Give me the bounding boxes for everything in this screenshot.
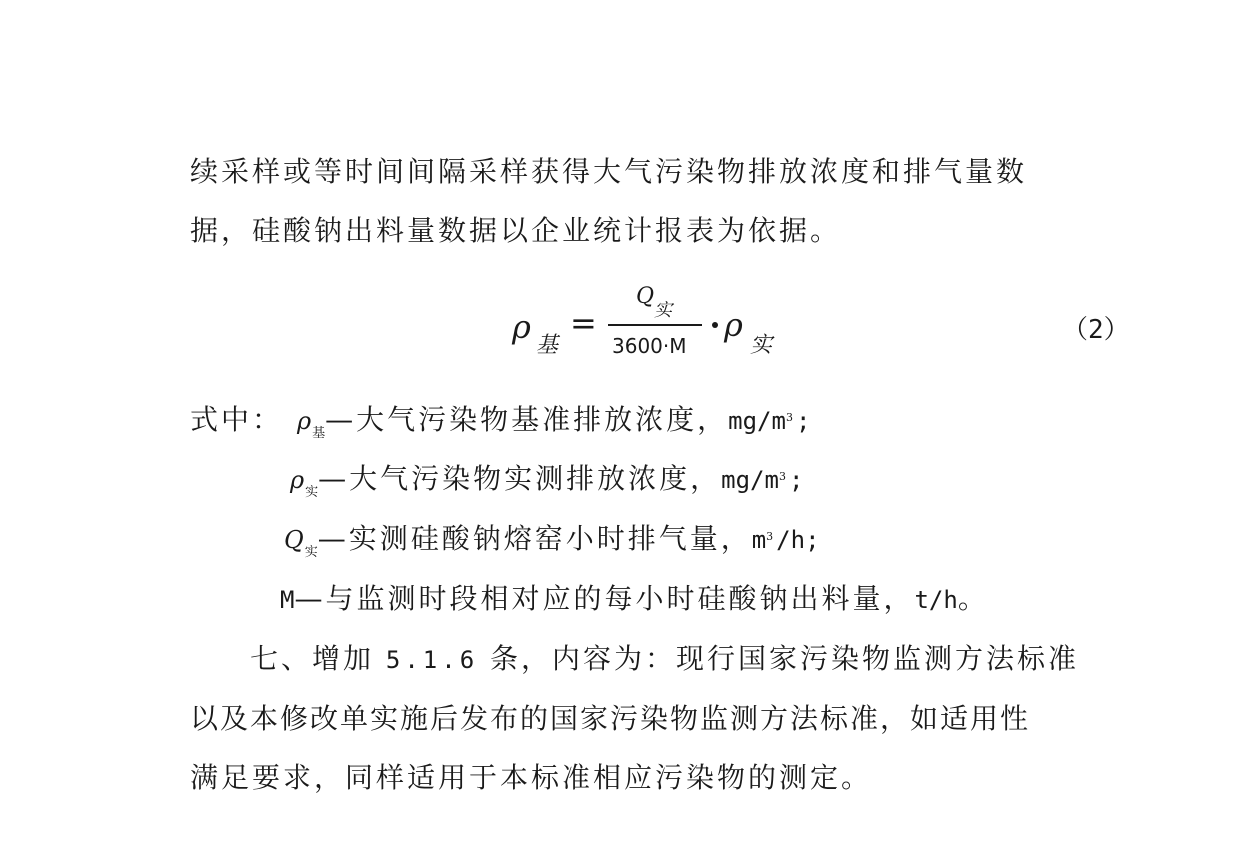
definition-rho-base	[190, 402, 810, 444]
paragraph-2-line-2: 以及本修改单实施后发布的国家污染物监测方法标准，如适用性	[190, 702, 1031, 735]
definition-unit-superscript: 3	[778, 470, 789, 483]
definition-tail: 。	[957, 582, 989, 615]
formula-numerator-symbol: Q	[636, 284, 655, 309]
definition-symbol: Q	[284, 526, 304, 554]
paragraph-2-line-1	[250, 641, 1079, 678]
definition-tail: /h;	[776, 526, 820, 554]
formula-fraction-bar	[608, 324, 702, 326]
definition-unit: t/h	[914, 586, 958, 614]
definition-symbol: M	[280, 586, 295, 614]
definition-symbol: ρ	[290, 466, 305, 494]
formula-equals: =	[570, 304, 597, 342]
paragraph-2-line-1-start: 七、增加	[250, 642, 386, 675]
paragraph-2-line-1-end: 条，内容为：现行国家污染物监测方法标准	[478, 642, 1080, 675]
clause-number: 5.1.6	[385, 646, 479, 674]
definition-rho-actual	[290, 461, 803, 503]
definition-text: —与监测时段相对应的每小时硅酸钠出料量，	[294, 582, 915, 615]
equation-number: （2）	[1062, 315, 1130, 345]
definition-unit: mg/m	[728, 407, 786, 435]
definition-unit-superscript: 3	[766, 530, 777, 543]
definition-tail: ;	[795, 407, 811, 435]
paragraph-1-line-2: 据，硅酸钠出料量数据以企业统计报表为依据。	[190, 214, 842, 247]
definition-tail: ;	[788, 466, 804, 494]
definition-text: —大气污染物基准排放浓度，	[325, 403, 729, 436]
formula-lhs-symbol: ρ	[512, 308, 531, 346]
definition-m	[280, 581, 989, 618]
definition-unit: m	[751, 526, 767, 554]
definition-q-actual	[284, 521, 820, 563]
definition-lead: 式中：	[190, 403, 284, 436]
definition-symbol: ρ	[297, 407, 312, 435]
definition-subscript: 实	[304, 545, 318, 560]
formula-2	[508, 284, 798, 364]
definition-text: —大气污染物实测排放浓度，	[318, 462, 722, 495]
formula-multiply-dot	[712, 322, 718, 328]
definition-unit-superscript: 3	[785, 411, 796, 424]
paragraph-1-line-1: 续采样或等时间间隔采样获得大气污染物排放浓度和排气量数	[190, 155, 1028, 188]
paragraph-2-line-3: 满足要求，同样适用于本标准相应污染物的测定。	[190, 761, 873, 794]
formula-rhs-symbol: ρ	[724, 306, 743, 344]
formula-denominator: 3600·M	[612, 334, 687, 358]
definition-text: —实测硅酸钠熔窑小时排气量，	[317, 522, 752, 555]
formula-numerator-subscript: 实	[654, 300, 672, 321]
formula-rhs-subscript: 实	[750, 333, 773, 358]
definition-subscript: 实	[305, 485, 319, 500]
definition-subscript: 基	[312, 426, 326, 441]
definition-unit: mg/m	[721, 466, 779, 494]
formula-lhs-subscript: 基	[536, 333, 559, 358]
